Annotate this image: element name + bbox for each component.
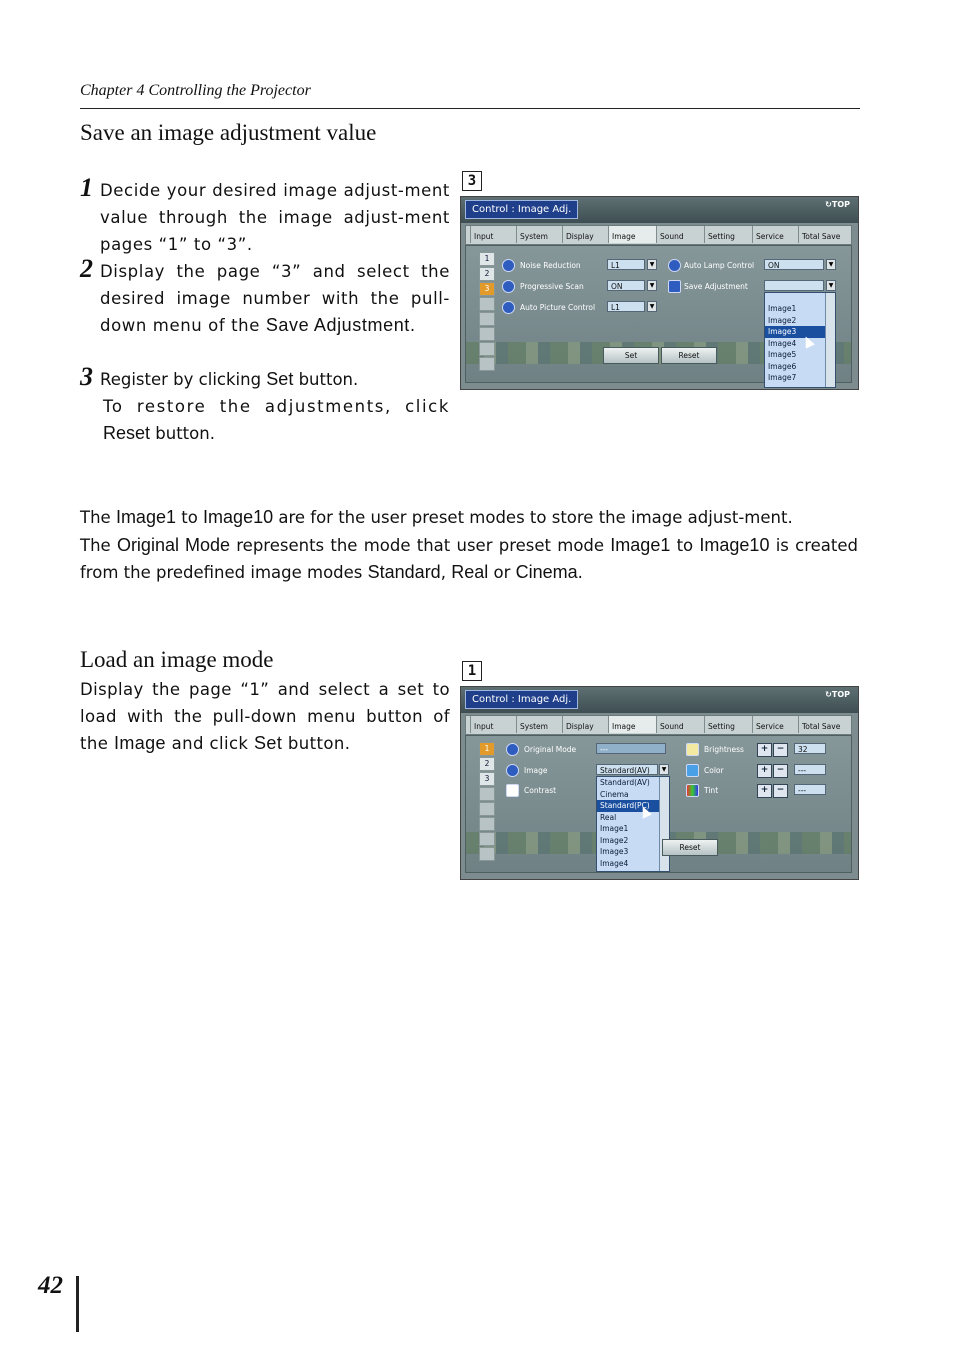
step-text: Decide your desired image adjust-ment value through the image adjust-ment pages “1” to “3”. bbox=[100, 181, 450, 254]
tab-image[interactable]: Image bbox=[608, 226, 656, 243]
page-1-button[interactable]: 1 bbox=[479, 252, 495, 266]
chevron-down-icon[interactable]: ▼ bbox=[647, 259, 657, 270]
minus-button[interactable]: − bbox=[773, 743, 788, 757]
tab-total-save[interactable]: Total Save bbox=[798, 226, 852, 243]
tab-sound[interactable]: Sound bbox=[656, 226, 704, 243]
step-text: Display the page “3” and select the desired image number with the pull-down menu of the bbox=[100, 262, 450, 335]
step-number: 3 bbox=[80, 362, 94, 391]
step-text: button. bbox=[293, 370, 359, 389]
dropdown-scrollbar[interactable] bbox=[825, 293, 835, 387]
paragraph-1: The Image1 to Image10 are for the user preset modes to store the image adjust-ment. bbox=[80, 507, 793, 527]
tint-label: Tint bbox=[704, 786, 719, 795]
brightness-label: Brightness bbox=[704, 745, 744, 754]
ui-term: Image1 bbox=[115, 507, 176, 527]
chevron-down-icon[interactable]: ▼ bbox=[826, 280, 836, 291]
save-adjustment-select[interactable] bbox=[764, 280, 824, 291]
dropdown-option[interactable]: Image7 bbox=[768, 373, 797, 382]
dropdown-option[interactable]: Image4 bbox=[768, 338, 797, 348]
auto-picture-control-select[interactable]: L1 bbox=[607, 301, 645, 312]
reset-button[interactable]: Reset bbox=[662, 839, 718, 856]
tab-bar bbox=[465, 225, 852, 245]
screenshot-load-image-mode bbox=[460, 686, 859, 880]
image-icon bbox=[506, 764, 519, 777]
page-empty-button bbox=[479, 832, 495, 846]
tab-total-save[interactable]: Total Save bbox=[798, 716, 852, 733]
step-text: To restore the adjustments, click bbox=[103, 397, 450, 416]
section-title-load: Load an image mode bbox=[80, 647, 274, 672]
dropdown-option[interactable]: Real bbox=[600, 812, 617, 822]
original-mode-value: --- bbox=[596, 743, 666, 754]
page-empty-button bbox=[479, 327, 495, 341]
tint-icon bbox=[686, 784, 699, 797]
auto-picture-control-label: Auto Picture Control bbox=[520, 303, 596, 312]
page-2-button[interactable]: 2 bbox=[479, 267, 495, 281]
control-title: Control : Image Adj. bbox=[465, 690, 578, 709]
dropdown-option[interactable]: Image6 bbox=[768, 361, 797, 371]
set-button[interactable]: Set bbox=[603, 347, 659, 364]
figure-label: 3 bbox=[462, 171, 482, 191]
brightness-icon bbox=[686, 743, 699, 756]
tab-sound[interactable]: Sound bbox=[656, 716, 704, 733]
original-mode-label: Original Mode bbox=[524, 745, 577, 754]
tab-bar bbox=[465, 715, 852, 735]
page-number: 42 bbox=[38, 1272, 63, 1299]
step-number: 2 bbox=[80, 254, 94, 283]
top-icon[interactable]: ↻TOP bbox=[825, 690, 850, 699]
contrast-label: Contrast bbox=[524, 786, 557, 795]
ui-term: Real bbox=[451, 562, 489, 582]
ui-term: Original Mode bbox=[116, 534, 230, 555]
paragraph-2: The Original Mode represents the mode that user preset mode Image1 to Image10 is created from the predefined image modes Standard, Real or Cinema. bbox=[80, 534, 858, 582]
tab-display[interactable]: Display bbox=[562, 226, 608, 243]
ui-term: Standard bbox=[367, 562, 441, 582]
tab-image[interactable]: Image bbox=[608, 716, 656, 733]
tab-system[interactable]: System bbox=[516, 226, 562, 243]
control-body bbox=[465, 245, 852, 383]
save-adjustment-label: Save Adjustment bbox=[684, 282, 748, 291]
page-3-button[interactable]: 3 bbox=[479, 772, 495, 786]
page-1-button[interactable]: 1 bbox=[479, 742, 495, 756]
chevron-down-icon[interactable]: ▼ bbox=[647, 280, 657, 291]
ui-term: Image bbox=[113, 733, 166, 753]
noise-reduction-select[interactable]: L1 bbox=[607, 259, 645, 270]
tab-setting[interactable]: Setting bbox=[704, 226, 752, 243]
page-2-button[interactable]: 2 bbox=[479, 757, 495, 771]
dropdown-option[interactable]: Image5 bbox=[768, 350, 797, 359]
tab-display[interactable]: Display bbox=[562, 716, 608, 733]
image-select[interactable]: Standard(AV) bbox=[596, 764, 658, 775]
ui-term: Image10 bbox=[699, 534, 770, 555]
tab-service[interactable]: Service bbox=[752, 716, 798, 733]
section-title-save: Save an image adjustment value bbox=[80, 120, 377, 145]
ui-term: Image10 bbox=[203, 507, 274, 527]
body-paragraph bbox=[80, 504, 858, 587]
tab-system[interactable]: System bbox=[516, 716, 562, 733]
page-empty-button bbox=[479, 787, 495, 801]
save-adjustment-icon bbox=[668, 280, 681, 293]
page-empty-button bbox=[479, 342, 495, 356]
save-steps bbox=[80, 173, 450, 447]
plus-button[interactable]: + bbox=[757, 764, 772, 778]
ui-term: Image1 bbox=[610, 534, 671, 555]
noise-reduction-label: Noise Reduction bbox=[520, 261, 581, 270]
ui-term: Save Adjustment bbox=[265, 315, 410, 335]
noise-reduction-icon bbox=[502, 259, 515, 272]
original-mode-icon bbox=[506, 743, 519, 756]
color-value: --- bbox=[794, 764, 826, 775]
minus-button[interactable]: − bbox=[773, 784, 788, 798]
dropdown-option[interactable]: Image1 bbox=[768, 304, 797, 313]
page-empty-button bbox=[479, 802, 495, 816]
control-title: Control : Image Adj. bbox=[465, 200, 578, 219]
contrast-icon bbox=[506, 784, 519, 797]
progressive-scan-label: Progressive Scan bbox=[520, 282, 584, 291]
brightness-value: 32 bbox=[794, 743, 826, 754]
ui-term: Cinema bbox=[515, 562, 578, 582]
step-text: Register by clicking bbox=[100, 370, 267, 389]
progressive-scan-select[interactable]: ON bbox=[607, 280, 645, 291]
figure-label: 1 bbox=[462, 661, 482, 681]
step-number: 1 bbox=[80, 173, 94, 202]
page-3-button[interactable]: 3 bbox=[479, 282, 495, 296]
step-2 bbox=[80, 254, 450, 339]
tint-value: --- bbox=[794, 784, 826, 795]
page-number-bar bbox=[76, 1276, 79, 1332]
top-icon[interactable]: ↻TOP bbox=[825, 200, 850, 209]
dropdown-option[interactable]: Image3 bbox=[600, 847, 629, 856]
step-3 bbox=[80, 362, 450, 447]
chevron-down-icon[interactable]: ▼ bbox=[659, 764, 669, 775]
dropdown-option[interactable]: Image4 bbox=[600, 858, 629, 868]
control-titlebar bbox=[461, 197, 858, 223]
dropdown-option[interactable]: Standard(AV) bbox=[600, 778, 650, 787]
page-empty-button bbox=[479, 297, 495, 311]
page-empty-button bbox=[479, 312, 495, 326]
control-titlebar bbox=[461, 687, 858, 713]
chevron-down-icon[interactable]: ▼ bbox=[647, 301, 657, 312]
ui-term: Set bbox=[266, 369, 294, 389]
tab-service[interactable]: Service bbox=[752, 226, 798, 243]
plus-button[interactable]: + bbox=[757, 784, 772, 798]
ui-term: Set bbox=[254, 733, 283, 753]
tab-input[interactable]: Input bbox=[470, 716, 516, 733]
tab-input[interactable]: Input bbox=[470, 226, 516, 243]
save-adjustment-dropdown bbox=[764, 292, 836, 388]
image-dropdown bbox=[596, 776, 670, 872]
plus-button[interactable]: + bbox=[757, 743, 772, 757]
auto-lamp-control-select[interactable]: ON bbox=[764, 259, 824, 270]
tab-setting[interactable]: Setting bbox=[704, 716, 752, 733]
dropdown-option[interactable]: Cinema bbox=[600, 789, 629, 799]
image-label: Image bbox=[524, 766, 548, 775]
step-1 bbox=[80, 173, 450, 258]
reset-button[interactable]: Reset bbox=[661, 347, 717, 364]
auto-lamp-control-label: Auto Lamp Control bbox=[684, 261, 755, 270]
dropdown-option[interactable]: Image1 bbox=[600, 824, 629, 833]
dropdown-option[interactable]: Image2 bbox=[768, 315, 797, 325]
screenshot-save-adjustment bbox=[460, 196, 859, 390]
dropdown-option-selected[interactable]: Standard(PC) bbox=[597, 800, 669, 812]
step-text: button. bbox=[150, 424, 215, 443]
step-text: . bbox=[409, 316, 416, 335]
dropdown-option-selected[interactable]: Image3 bbox=[765, 326, 835, 338]
page-empty-button bbox=[479, 847, 495, 861]
ui-term: Reset bbox=[103, 423, 151, 443]
auto-lamp-control-icon bbox=[668, 259, 681, 272]
page-empty-button bbox=[479, 817, 495, 831]
dropdown-option[interactable]: Image2 bbox=[600, 835, 629, 845]
progressive-scan-icon bbox=[502, 280, 515, 293]
minus-button[interactable]: − bbox=[773, 764, 788, 778]
chevron-down-icon[interactable]: ▼ bbox=[826, 259, 836, 270]
color-icon bbox=[686, 764, 699, 777]
page-empty-button bbox=[479, 357, 495, 371]
control-body bbox=[465, 735, 852, 873]
color-label: Color bbox=[704, 766, 724, 775]
load-instructions: Display the page “1” and select a set to load with the pull-down menu button of the Image and click Set button. bbox=[80, 680, 450, 753]
auto-picture-control-icon bbox=[502, 301, 515, 314]
chapter-header: Chapter 4 Controlling the Projector bbox=[80, 82, 311, 99]
dropdown-scrollbar[interactable] bbox=[659, 777, 669, 871]
header-rule bbox=[80, 108, 860, 109]
